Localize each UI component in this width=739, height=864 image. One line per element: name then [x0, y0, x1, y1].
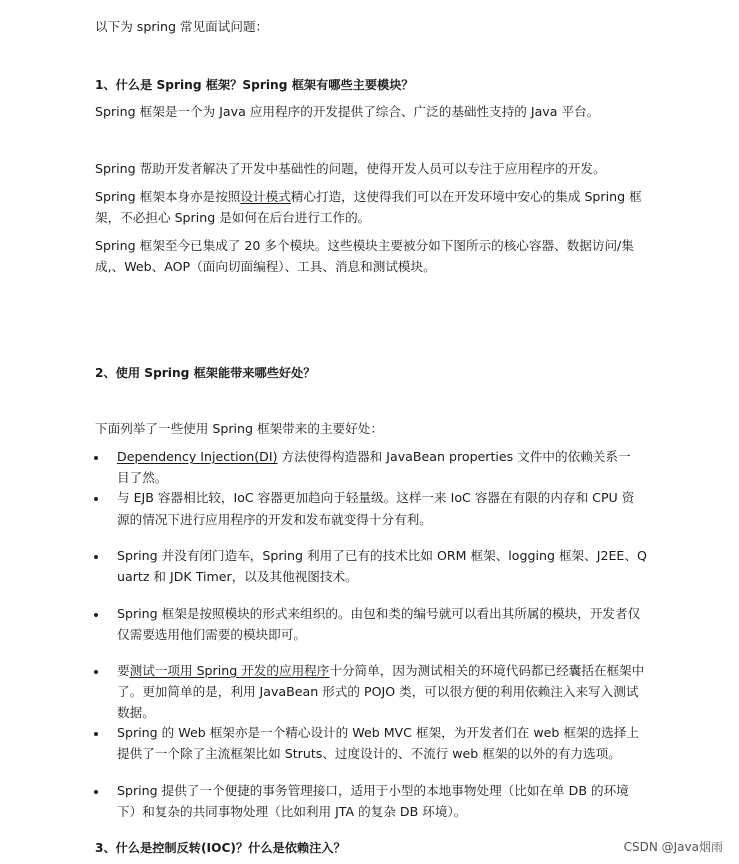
bullet-icon — [94, 613, 98, 617]
section-3-heading: 3、什么是控制反转(IOC)？什么是依赖注入？ — [95, 841, 346, 855]
bullet-icon — [94, 732, 98, 736]
section-1-paragraph-4-line-2: 成,、Web、AOP（面向切面编程）、工具、消息和测试模块。 — [95, 259, 436, 274]
text-segment: 精心打造，这使得我们可以在开发环境中安心的集成 Spring 框 — [290, 189, 642, 204]
bullet-5-line-2: 了。更加简单的是，利用 JavaBean 形式的 POJO 类，可以很方便的利用依赖注入来写入测试 — [117, 684, 639, 699]
bullet-2-line-1: 与 EJB 容器相比较，IoC 容器更加趋向于轻量级。这样一来 IoC 容器在有限的内存和 CPU 资 — [117, 490, 635, 505]
section-1-heading: 1、什么是 Spring 框架？Spring 框架有哪些主要模块？ — [95, 78, 414, 92]
spring-testing-link[interactable]: 测试一项用 Spring 开发的应用程序 — [129, 663, 330, 678]
text-segment: 十分简单，因为测试相关的环境代码都已经囊括在框架中 — [329, 663, 645, 678]
section-1-paragraph-3-line-2: 架，不必担心 Spring 是如何在后台进行工作的。 — [95, 210, 371, 225]
csdn-watermark: CSDN @Java烟雨 — [623, 840, 723, 854]
bullet-7-line-1: Spring 提供了一个便捷的事务管理接口，适用于小型的本地事物处理（比如在单 DB 的环境 — [117, 783, 629, 798]
text-segment: 要 — [117, 663, 130, 678]
bullet-5-line-1 — [117, 665, 644, 678]
bullet-3-line-1: Spring 并没有闭门造车，Spring 利用了已有的技术比如 ORM 框架、logging 框架、J2EE、Q — [117, 548, 647, 563]
section-2-heading: 2、使用 Spring 框架能带来哪些好处？ — [95, 366, 316, 380]
bullet-1-line-1 — [117, 451, 631, 464]
text-segment: Spring 框架本身亦是按照 — [95, 189, 241, 204]
bullet-4-line-1: Spring 框架是按照模块的形式来组织的。由包和类的编号就可以看出其所属的模块，开发者仅 — [117, 606, 641, 621]
bullet-4-line-2: 仅需要选用他们需要的模块即可。 — [117, 627, 306, 642]
section-1-paragraph-4-line-1: Spring 框架至今已集成了 20 多个模块。这些模块主要被分如下图所示的核心容器、数据访问/集 — [95, 238, 634, 253]
bullet-6-line-1: Spring 的 Web 框架亦是一个精心设计的 Web MVC 框架，为开发者们在 web 框架的选择上 — [117, 725, 639, 740]
bullet-1-line-2: 目了然。 — [117, 470, 168, 485]
bullet-icon — [94, 456, 98, 460]
bullet-6-line-2: 提供了一个除了主流框架比如 Struts、过度设计的、不流行 web 框架的以外的有力选项。 — [117, 746, 621, 761]
bullet-icon — [94, 790, 98, 794]
design-pattern-link[interactable]: 设计模式 — [240, 189, 291, 204]
bullet-icon — [94, 670, 98, 674]
section-1-paragraph-2: Spring 帮助开发者解决了开发中基础性的问题，使得开发人员可以专注于应用程序的开发。 — [95, 161, 606, 176]
bullet-5-line-3: 数据。 — [117, 705, 155, 720]
dependency-injection-link[interactable]: Dependency Injection(DI) — [117, 449, 278, 464]
bullet-icon — [94, 555, 98, 559]
text-segment: 方法使得构造器和 JavaBean properties 文件中的依赖关系一 — [277, 449, 631, 464]
section-1-paragraph-1: Spring 框架是一个为 Java 应用程序的开发提供了综合、广泛的基础性支持的 Java 平台。 — [95, 104, 600, 119]
bullet-2-line-2: 源的情况下进行应用程序的开发和发布就变得十分有利。 — [117, 512, 432, 527]
bullet-7-line-2: 下）和复杂的共同事物处理（比如利用 JTA 的复杂 DB 环境）。 — [117, 804, 467, 819]
bullet-icon — [94, 497, 98, 501]
section-1-paragraph-3-line-1 — [95, 191, 642, 204]
intro-text: 以下为 spring 常见面试问题： — [95, 19, 269, 34]
bullet-3-line-2: uartz 和 JDK Timer，以及其他视图技术。 — [117, 569, 358, 584]
section-2-lead: 下面列举了一些使用 Spring 框架带来的主要好处： — [95, 421, 383, 436]
